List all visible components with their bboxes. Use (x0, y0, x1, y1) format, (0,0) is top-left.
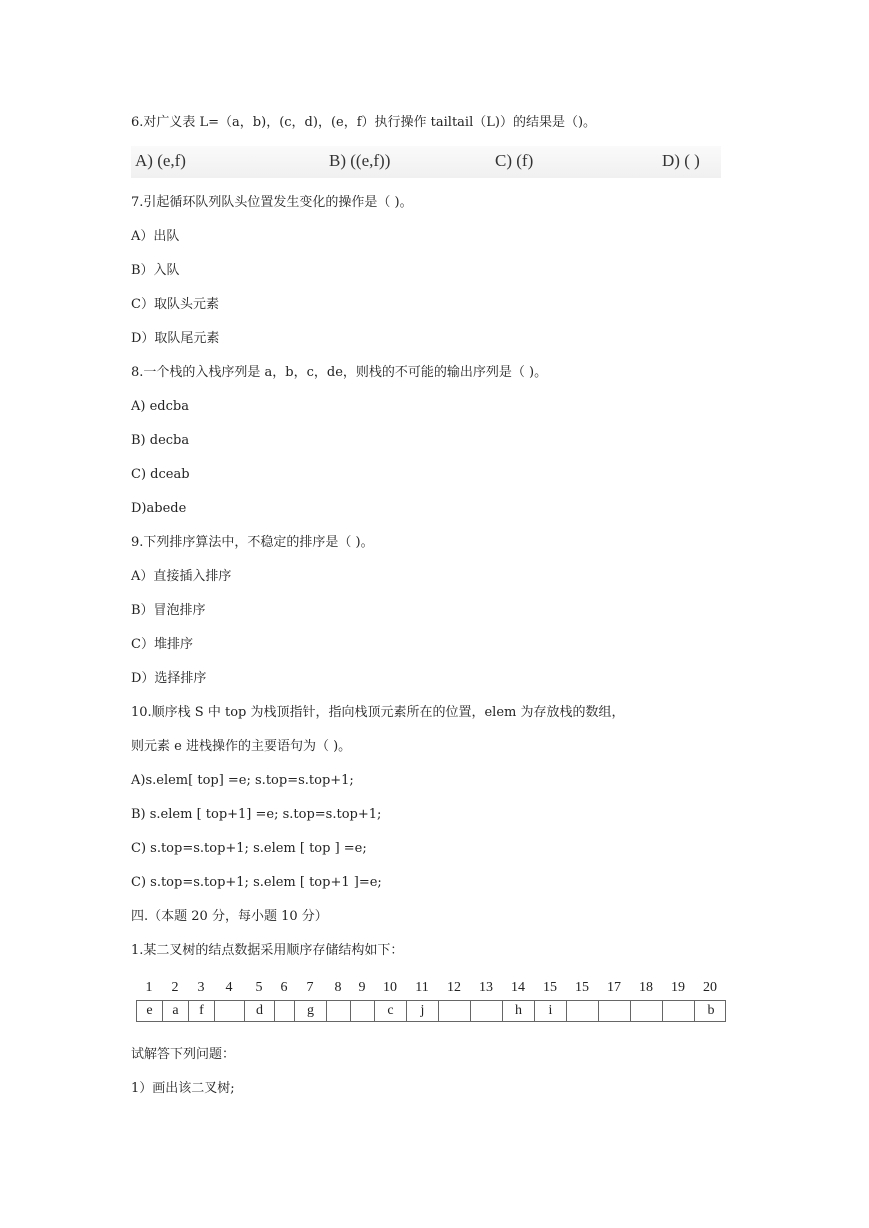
q7-option-b: B）入队 (131, 263, 180, 278)
q6-option-a: A) (e,f) (135, 151, 186, 170)
storage-table (136, 980, 726, 1022)
q10-text-line1: 10.顺序栈 S 中 top 为栈顶指针，指向栈顶元素所在的位置，elem 为存放栈的数组， (131, 705, 625, 720)
table-index: 3 (197, 980, 205, 995)
table-cell: d (245, 1001, 275, 1021)
q8-option-d: D)abede (131, 501, 187, 516)
table-index: 19 (671, 980, 685, 995)
q6-option-b: B) ((e,f)) (329, 151, 391, 170)
table-cell (599, 1001, 631, 1021)
table-cell (663, 1001, 695, 1021)
table-index: 15 (575, 980, 589, 995)
table-index: 17 (607, 980, 621, 995)
q8-text: 8.一个栈的入栈序列是 a，b，c，de，则栈的不可能的输出序列是（ )。 (131, 365, 548, 380)
q8-option-c: C) dceab (131, 467, 190, 482)
q6-options-image (131, 146, 721, 178)
table-index: 5 (255, 980, 263, 995)
q10-option-b: B) s.elem [ top+1] =e; s.top=s.top+1; (131, 807, 382, 822)
table-index: 10 (383, 980, 397, 995)
table-cell: e (137, 1001, 163, 1021)
table-cell (631, 1001, 663, 1021)
table-index: 2 (171, 980, 179, 995)
table-index: 11 (415, 980, 429, 995)
q9-text: 9.下列排序算法中，不稳定的排序是（ )。 (131, 535, 374, 550)
q10-option-c: C) s.top=s.top+1; s.elem [ top ] =e; (131, 841, 367, 856)
index-row (136, 980, 726, 1000)
table-index: 13 (479, 980, 493, 995)
table-cell: c (375, 1001, 407, 1021)
table-cell (567, 1001, 599, 1021)
table-cell (439, 1001, 471, 1021)
q7-text: 7.引起循环队列队头位置发生变化的操作是（ )。 (131, 195, 413, 210)
table-index: 12 (447, 980, 461, 995)
q9-option-d: D）选择排序 (131, 671, 207, 686)
table-index: 7 (306, 980, 314, 995)
table-cell: b (707, 1003, 715, 1018)
table-cell (327, 1001, 351, 1021)
table-index: 6 (280, 980, 288, 995)
table-cell: g (295, 1001, 327, 1021)
table-cell (471, 1001, 503, 1021)
table-index: 14 (511, 980, 525, 995)
table-index: 9 (358, 980, 366, 995)
q9-option-c: C）堆排序 (131, 637, 193, 652)
problem-1-part-1: 1）画出该二叉树; (131, 1081, 235, 1096)
table-cell: f (189, 1001, 215, 1021)
q10-text-line2: 则元素 e 进栈操作的主要语句为（ )。 (131, 739, 352, 754)
table-index: 18 (639, 980, 653, 995)
table-cell: a (163, 1001, 189, 1021)
q9-option-a: A）直接插入排序 (131, 569, 232, 584)
q7-option-d: D）取队尾元素 (131, 331, 220, 346)
q8-option-a: A) edcba (131, 399, 189, 414)
q10-option-d: C) s.top=s.top+1; s.elem [ top+1 ]=e; (131, 875, 382, 890)
table-cell: j (407, 1001, 439, 1021)
problem-1-prompt: 试解答下列问题： (131, 1047, 236, 1062)
q7-option-c: C）取队头元素 (131, 297, 219, 312)
table-cell (215, 1001, 245, 1021)
table-index: 1 (145, 980, 153, 995)
problem-1-text: 1.某二叉树的结点数据采用顺序存储结构如下： (131, 943, 404, 958)
table-index: 4 (225, 980, 233, 995)
table-index: 15 (543, 980, 557, 995)
q8-option-b: B) decba (131, 433, 190, 448)
q6-option-d: D) ( ) (662, 151, 700, 170)
section-4-heading: 四.（本题 20 分，每小题 10 分） (131, 909, 328, 924)
q9-option-b: B）冒泡排序 (131, 603, 206, 618)
q10-option-a: A)s.elem[ top] =e; s.top=s.top+1; (131, 773, 354, 788)
q6-text: 6.对广义表 L=（a，b)，(c，d)，(e，f）执行操作 tailtail（L)）的结果是（)。 (131, 115, 597, 130)
table-index: 8 (334, 980, 342, 995)
q6-option-c: C) (f) (495, 151, 534, 170)
cell-row (136, 1000, 726, 1022)
table-cell: i (535, 1001, 567, 1021)
table-index: 20 (703, 980, 717, 995)
table-cell (275, 1001, 295, 1021)
table-cell (351, 1001, 375, 1021)
q7-option-a: A）出队 (131, 229, 180, 244)
table-cell: h (503, 1001, 535, 1021)
